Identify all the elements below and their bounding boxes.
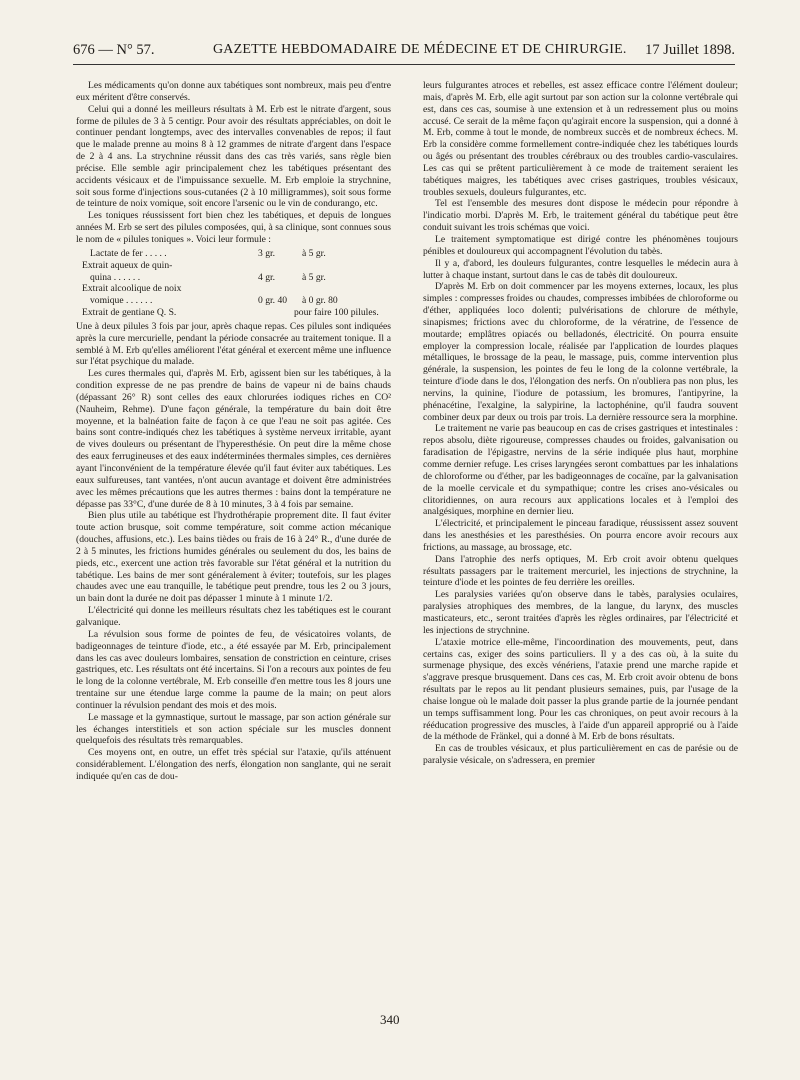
recipe-row: Extrait de gentiane Q. S. pour faire 100 pilules.	[82, 307, 379, 319]
journal-title: GAZETTE HEBDOMADAIRE DE MÉDECINE ET DE CHIRURGIE.	[213, 42, 627, 57]
paragraph: Le traitement ne varie pas beaucoup en cas de crises gastriques et intestinales : repos absolu, diète rigoureuse, compresses chaudes ou froides, galvanisation ou faradisation de l'épigastre, nervins de la série indiquée plus haut, morphine comme dernier refuge. Les crises laryngées seront combattues par les inhalations de chloroforme ou d'éther, par les badigeonnages de cocaïne, par la galvanisation de la moelle cervicale et du sympathique; contre les crises ano-vésicales ou clitoridiennes, on aura recours aux applications locales et à l'emploi des analgésiques, morphine en dernier lieu.	[423, 423, 738, 518]
page-number: 340	[380, 1012, 400, 1027]
paragraph: Les toniques réussissent fort bien chez les tabétiques, et depuis de longues années M. Erb se sert des pilules composées, qui, à sa clinique, sont connues sous le nom de « pilules toniques ». Voici leur formule :	[76, 210, 391, 245]
paragraph: Bien plus utile au tabétique est l'hydrothérapie proprement dite. Il faut éviter toute action brusque, soit comme température, soit comme action mécanique (douches, affusions, etc.). Les bains tièdes ou frais de 16 à 24° R., d'une durée de 2 à 5 minutes, les frictions humides générales ou seulement du dos, les bains de pieds, etc., exercent une action très favorable sur l'état général et la nutrition du tabétique. Les bains de mer sont généralement à éviter; toutefois, sur les plages chaudes avec une eau tranquille, le tabétique peut prendre, tous les 2 ou 3 jours, un bain dont la durée ne doit pas dépasser 1 minute à 1 minute 1/2.	[76, 510, 391, 605]
paragraph: Dans l'atrophie des nerfs optiques, M. Erb croit avoir obtenu quelques résultats passagers par le traitement mercuriel, les injections de strychnine, la teinture d'iode et les pointes de feu derrière les oreilles.	[423, 553, 738, 589]
issue-date: 17 Juillet 1898.	[645, 42, 735, 58]
running-header	[73, 38, 735, 65]
recipe-row: Lactate de fer . . . . . 3 gr. à 5 gr.	[90, 247, 326, 259]
paragraph: Il y a, d'abord, les douleurs fulgurantes, contre lesquelles le médecin aura à lutter à chaque instant, surtout dans le cas de tabès dit douloureux.	[423, 257, 738, 281]
right-column	[423, 80, 738, 767]
recipe-row: Extrait alcoolique de noix	[82, 283, 182, 295]
paragraph: La révulsion sous forme de pointes de feu, de vésicatoires volants, de badigeonnages de teinture d'iode, etc., a été essayée par M. Erb, principalement dans les cas avec douleurs lombaires, sensation de constriction en ceinture, crises gastriques, etc. Les résultats ont été incertains. Si l'on a recours aux pointes de feu le long de la colonne vertébrale, M. Erb conseille d'en mettre tous les 8 jours une trentaine sur une étendue large comme la paume de la main; on peut alors continuer la révulsion pendant des mois et des mois.	[76, 628, 391, 711]
paragraph: L'électricité qui donne les meilleurs résultats chez les tabétiques est le courant galvanique.	[76, 605, 391, 628]
paragraph: Ces moyens ont, en outre, un effet très spécial sur l'ataxie, qu'ils atténuent considérablement. L'élongation des nerfs, élongation non sanglante, qui ne serait indiquée qu'en cas de dou-	[76, 747, 391, 782]
paragraph: L'ataxie motrice elle-même, l'incoordination des mouvements, peut, dans certains cas, exiger des soins particuliers. Il y a des cas où, à la suite du surmenage physique, des excès vénériens, l'ataxie prend une marche rapide et s'aggrave presque brusquement. Dans ces cas, M. Erb croit avoir obtenu de bons résultats par le repos au lit pendant plusieurs semaines, puis, par l'usage de la chaise longue où le malade doit passer la plus grande partie de la journée pendant un temps suffisamment long. Pour les cas chroniques, on peut avoir recours à la rééducation progressive des muscles, à l'aide d'un appareil approprié ou à l'aide de la méthode de Fränkel, qui a donné à M. Erb de bons résultats.	[423, 636, 738, 743]
paragraph: Les paralysies variées qu'on observe dans le tabès, paralysies oculaires, paralysies atrophiques des membres, de la langue, du larynx, des muscles masticateurs, etc., seront traitées d'après les règles ordinaires, par l'électricité et les injections de strychnine.	[423, 589, 738, 636]
paragraph: Une à deux pilules 3 fois par jour, après chaque repas. Ces pilules sont indiquées après la cure mercurielle, pendant la période consacrée au traitement tonique. Il a semblé à M. Erb qu'elles améliorent l'état général et exercent même une influence sur l'état psychique du malade.	[76, 320, 391, 368]
recipe-row: quina . . . . . . 4 gr. à 5 gr.	[90, 271, 326, 283]
paragraph: L'électricité, et principalement le pinceau faradique, réussissent assez souvent dans les anesthésies et les paresthésies. On pourra encore avoir recours aux frictions, au massage, au brossage, etc.	[423, 518, 738, 553]
paragraph: D'après M. Erb on doit commencer par les moyens externes, locaux, les plus simples : compresses froides ou chaudes, compresses imbibées de chloroforme ou d'éther, appliquées loco dolenti; pulvérisations de chlorure de méthyle, sinapismes; frictions avec du chloroforme, de la vératrine, de l'essence de moutarde; emplâtres opiacés ou belladonés, électricité. On pourra ensuite employer la compression locale, réalisée par l'application de lourdes plaques métalliques, le brossage de la peau, le massage, puis, comme intervention plus générale, la suspension, les pointes de feu le long de la colonne vertébrale, la teinture d'iode dans le dos, l'élongation des nerfs. On n'oubliera pas non plus, les nervins, la quinine, l'iodure de potassium, les bromures, l'antipyrine, la phénacétine, l'exalgine, la salypirine, la lactophénine, qu'il faudra souvent combiner deux par deux ou trois par trois. La dernière ressource sera la morphine.	[423, 281, 738, 423]
paragraph: Les médicaments qu'on donne aux tabétiques sont nombreux, mais peu d'entre eux méritent d'être conservés.	[76, 80, 391, 103]
paragraph: Le massage et la gymnastique, surtout le massage, par son action générale sur les échanges interstitiels et son action spéciale sur les muscles donnent quelquefois des résultats très remarquables.	[76, 711, 391, 747]
recipe-row: Extrait aqueux de quin-	[82, 259, 173, 271]
paragraph: leurs fulgurantes atroces et rebelles, est assez efficace contre l'élément douleur; mais, d'après M. Erb, elle agit surtout par son action sur la colonne vertébrale qui est, dans ces cas, soumise à une extension et à un redressement plus ou moins accusé. Ce serait de la même façon qu'agirait encore la suspension, qui a donné à M. Erb, comme à tout le monde, de nombreux succès et de nombreux échecs. M. Erb la considère comme formellement contre-indiquée chez les tabétiques lourds ou âgés ou présentant des troubles cérébraux ou des troubles cardio-vasculaires. Les cas qui se prêtent particulièrement à ce mode de traitement seraient les tabétiques maigres, les tabétiques avec crises gastriques, troubles vésicaux, troubles sexuels, douleurs fulgurantes, etc.	[423, 80, 738, 198]
recipe-row: vomique . . . . . . 0 gr. 40 à 0 gr. 80	[90, 295, 338, 307]
paragraph: Tel est l'ensemble des mesures dont dispose le médecin pour répondre à l'indicatio morbi. D'après M. Erb, le traitement général du tabétique peut être conduit suivant les trois schémas que voici.	[423, 198, 738, 234]
paragraph: En cas de troubles vésicaux, et plus particulièrement en cas de parésie ou de paralysie vésicale, on s'adressera, en premier	[423, 743, 738, 767]
paragraph: Les cures thermales qui, d'après M. Erb, agissent bien sur les tabétiques, à la condition expresse de ne pas prendre de bains de vapeur ni de bains chauds (dépassant 26° R) sont celles des eaux chlorurées iodiques riches en CO² (Nauheim, Rehme). D'une façon générale, la température du bain doit être moyenne, et la balnéation faite de façon à ce que l'eau ne soit pas agitée. Ces bains sont contre-indiqués chez les tabétiques à système nerveux irritable, ayant de vives douleurs ou présentant de l'hyperesthésie. On peut dire la même chose des eaux ferrugineuses et des eaux indéterminées thermales simples, ces dernières ayant l'inconvénient de la température élevée qu'il faut éviter aux tabétiques. Les eaux sulfureuses, tant vantées, n'ont aucun avantage et doivent être administrées avec les mêmes précautions que les autres thermes : bains dont la température ne dépasse pas 33°C, d'une durée de 8 à 10 minutes, 3 à 4 fois par semaine.	[76, 368, 391, 510]
paragraph: Le traitement symptomatique est dirigé contre les phénomènes toujours pénibles et douloureux qui accompagnent l'évolution du tabès.	[423, 233, 738, 257]
left-column	[76, 80, 391, 783]
recipe-formula	[76, 248, 391, 319]
paragraph: Celui qui a donné les meilleurs résultats à M. Erb est le nitrate d'argent, sous forme de pilules de 3 à 5 centigr. Pour avoir des résultats appréciables, on doit le continuer pendant longtemps, avec des intervalles convenables de repos; il faut que le malade prenne au moins 8 à 12 grammes de nitrate d'argent dans l'espace de 2 à 4 ans. La strychnine réussit dans des cas très variés, sans règle bien précise. Elle semble agir principalement chez les tabétiques présentant des accidents vésicaux et de l'impuissance sexuelle. M. Erb emploie la strychnine, soit sous forme d'injections sous-cutanées (2 à 10 milligrammes), soit sous forme de teinture de noix vomique, soit encore l'arsenic ou le vin de condurango, etc.	[76, 103, 391, 210]
page-issue: 676 — N° 57.	[73, 42, 155, 58]
